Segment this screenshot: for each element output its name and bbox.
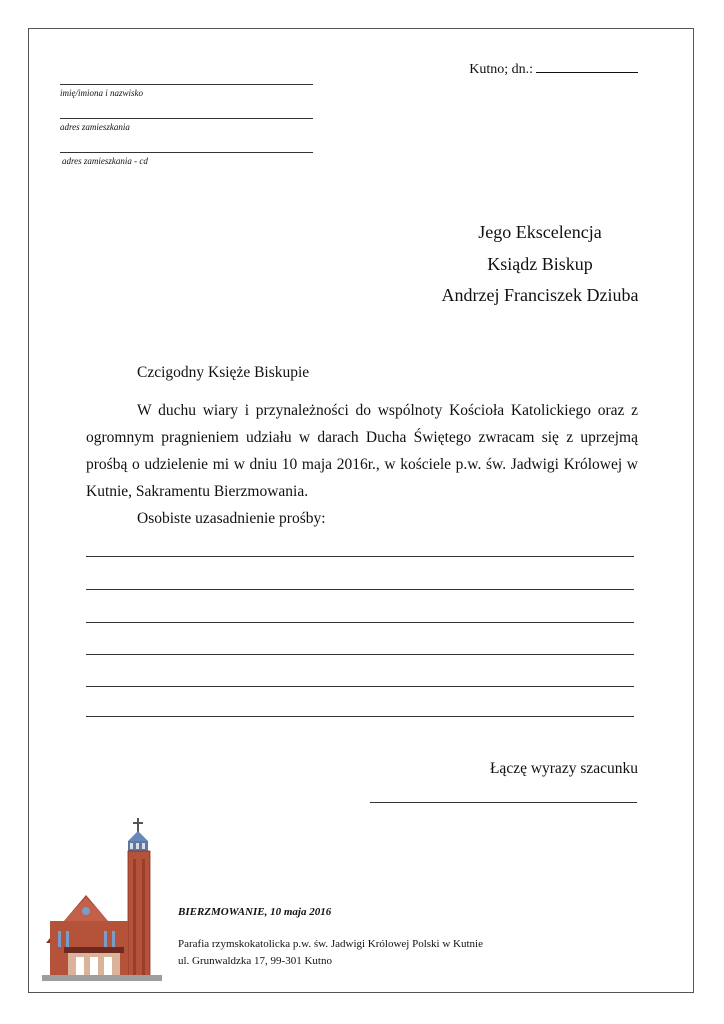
footer-address: ul. Grunwaldzka 17, 99-301 Kutno [178, 955, 332, 967]
address-label: adres zamieszkania [60, 122, 130, 132]
place-date [469, 60, 638, 78]
justification-line [86, 654, 634, 655]
addressee-line-3: Andrzej Franciszek Dziuba [441, 285, 639, 305]
name-label: imię/imiona i nazwisko [60, 88, 143, 98]
church-illustration-icon [42, 815, 162, 981]
footer-parish: Parafia rzymskokatolicka p.w. św. Jadwigi Królowej Polski w Kutnie [178, 938, 483, 950]
addressee-line-1: Jego Ekscelencja [478, 222, 602, 242]
name-line [60, 84, 313, 85]
closing: Łączę wyrazy szacunku [489, 760, 638, 777]
signature-line [370, 802, 637, 803]
address-cont-label: adres zamieszkania - cd [62, 156, 148, 166]
address-cont-line [60, 152, 313, 153]
footer-event: BIERZMOWANIE, 10 maja 2016 [178, 906, 332, 918]
addressee-line-2: Ksiądz Biskup [487, 254, 593, 274]
letter-paragraph: W duchu wiary i przynależności do wspólnoty Kościoła Katolickiego oraz z ogromnym pragnieniem udziału w darach Ducha Świętego zwracam się z uprzejmą prośbą o udzielenie mi w dniu 10 maja 2016r., w kościele p.w. św. Jadwigi Królowej w Kutnie, Sakramentu Bierzmowania. [86, 402, 638, 500]
justification-line [86, 686, 634, 687]
justification-line [86, 622, 634, 623]
place-date-label: Kutno; dn.: [469, 62, 533, 77]
date-blank-line [536, 60, 638, 73]
justification-line [86, 716, 634, 717]
address-line [60, 118, 313, 119]
salutation: Czcigodny Księże Biskupie [137, 364, 310, 381]
justification-line [86, 556, 634, 557]
justification-label: Osobiste uzasadnienie prośby: [137, 510, 326, 527]
justification-line [86, 589, 634, 590]
